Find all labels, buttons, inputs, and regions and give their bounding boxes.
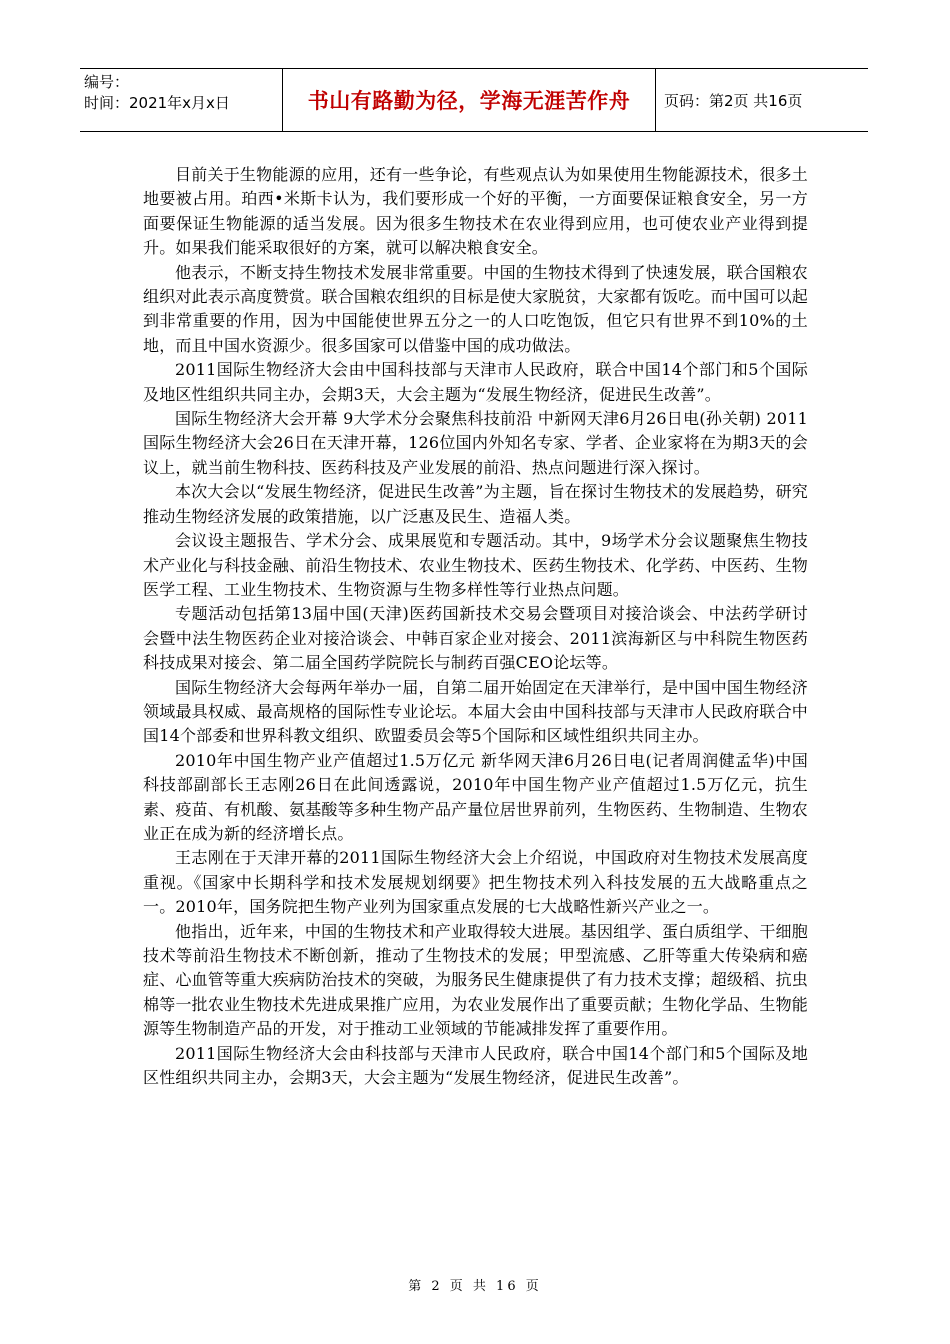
paragraph: 本次大会以“发展生物经济，促进民生改善”为主题，旨在探讨生物技术的发展趋势，研究推动生物经济发展的政策措施，以广泛惠及民生、造福人类。 [143, 482, 808, 526]
page-footer: 第 2 页 共 16 页 [408, 1279, 542, 1294]
header-meta [80, 69, 283, 131]
page-header [80, 68, 868, 132]
paragraph: 他指出，近年来，中国的生物技术和产业取得较大进展。基因组学、蛋白质组学、干细胞技术等前沿生物技术不断创新，推动了生物技术的发展；甲型流感、乙肝等重大传染病和癌症、心血管等重大疾病防治技术的突破，为服务民生健康提供了有力技术支撑；超级稻、抗虫棉等一批农业生物技术先进成果推广应用，为农业发展作出了重要贡献；生物化学品、生物能源等生物制造产品的开发，对于推动工业领域的节能减排发挥了重要作用。 [143, 921, 808, 1039]
paragraph: 2010年中国生物产业产值超过1.5万亿元 新华网天津6月26日电(记者周润健孟华)中国科技部副部长王志刚26日在此间透露说，2010年中国生物产业产值超过1.5万亿元，抗生素、疫苗、有机酸、氨基酸等多种生物产品产量位居世界前列，生物医药、生物制造、生物农业正在成为新的经济增长点。 [143, 750, 808, 843]
paragraph: 2011国际生物经济大会由科技部与天津市人民政府，联合中国14个部门和5个国际及地区性组织共同主办，会期3天，大会主题为“发展生物经济，促进民生改善”。 [143, 1043, 808, 1088]
paragraph: 2011国际生物经济大会由中国科技部与天津市人民政府，联合中国14个部门和5个国际及地区性组织共同主办，会期3天，大会主题为“发展生物经济，促进民生改善”。 [143, 360, 808, 404]
paragraph: 会议设主题报告、学术分会、成果展览和专题活动。其中，9场学术分会议题聚焦生物技术产业化与科技金融、前沿生物技术、农业生物技术、医药生物技术、化学药、中医药、生物医学工程、工业生物技术、生物资源与生物多样性等行业热点问题。 [143, 531, 808, 599]
header-motto: 书山有路勤为径，学海无涯苦作舟 [283, 69, 656, 131]
document-body [143, 163, 808, 1090]
paragraph: 国际生物经济大会开幕 9大学术分会聚焦科技前沿 中新网天津6月26日电(孙关朝) 2011国际生物经济大会26日在天津开幕，126位国内外知名专家、学者、企业家将在为期3天的会议上，就当前生物科技、医药科技及产业发展的前沿、热点问题进行深入探讨。 [143, 409, 808, 477]
paragraph: 专题活动包括第13届中国(天津)医药国新技术交易会暨项目对接洽谈会、中法药学研讨会暨中法生物医药企业对接洽谈会、中韩百家企业对接会、2011滨海新区与中科院生物医药科技成果对接会、第二届全国药学院院长与制药百强CEO论坛等。 [143, 604, 808, 673]
paragraph: 国际生物经济大会每两年举办一届，自第二届开始固定在天津举行，是中国中国生物经济领域最具权威、最高规格的国际性专业论坛。本届大会由中国科技部与天津市人民政府联合中国14个部委和世界科教文组织、欧盟委员会等5个国际和区域性组织共同主办。 [143, 677, 808, 746]
date-label: 时间：2021年x月x日 [84, 94, 230, 112]
paragraph: 目前关于生物能源的应用，还有一些争论，有些观点认为如果使用生物能源技术，很多土地要被占用。珀西•米斯卡认为，我们要形成一个好的平衡，一方面要保证粮食安全，另一方面要保证生物能源的适当发展。因为很多生物技术在农业得到应用，也可使农业产业得到提升。如果我们能采取很好的方案，就可以解决粮食安全。 [143, 165, 808, 258]
code-label: 编号： [84, 73, 130, 91]
header-page-info: 页码：第2页 共16页 [664, 91, 803, 110]
paragraph: 王志刚在于天津开幕的2011国际生物经济大会上介绍说，中国政府对生物技术发展高度重视。《国家中长期科学和技术发展规划纲要》把生物技术列入科技发展的五大战略重点之一。2010年，国务院把生物产业列为国家重点发展的七大战略性新兴产业之一。 [143, 848, 808, 917]
paragraph: 他表示，不断支持生物技术发展非常重要。中国的生物技术得到了快速发展，联合国粮农组织对此表示高度赞赏。联合国粮农组织的目标是使大家脱贫，大家都有饭吃。而中国可以起到非常重要的作用，因为中国能使世界五分之一的人口吃饱饭，但它只有世界不到10%的土地，而且中国水资源少。很多国家可以借鉴中国的成功做法。 [143, 262, 808, 355]
